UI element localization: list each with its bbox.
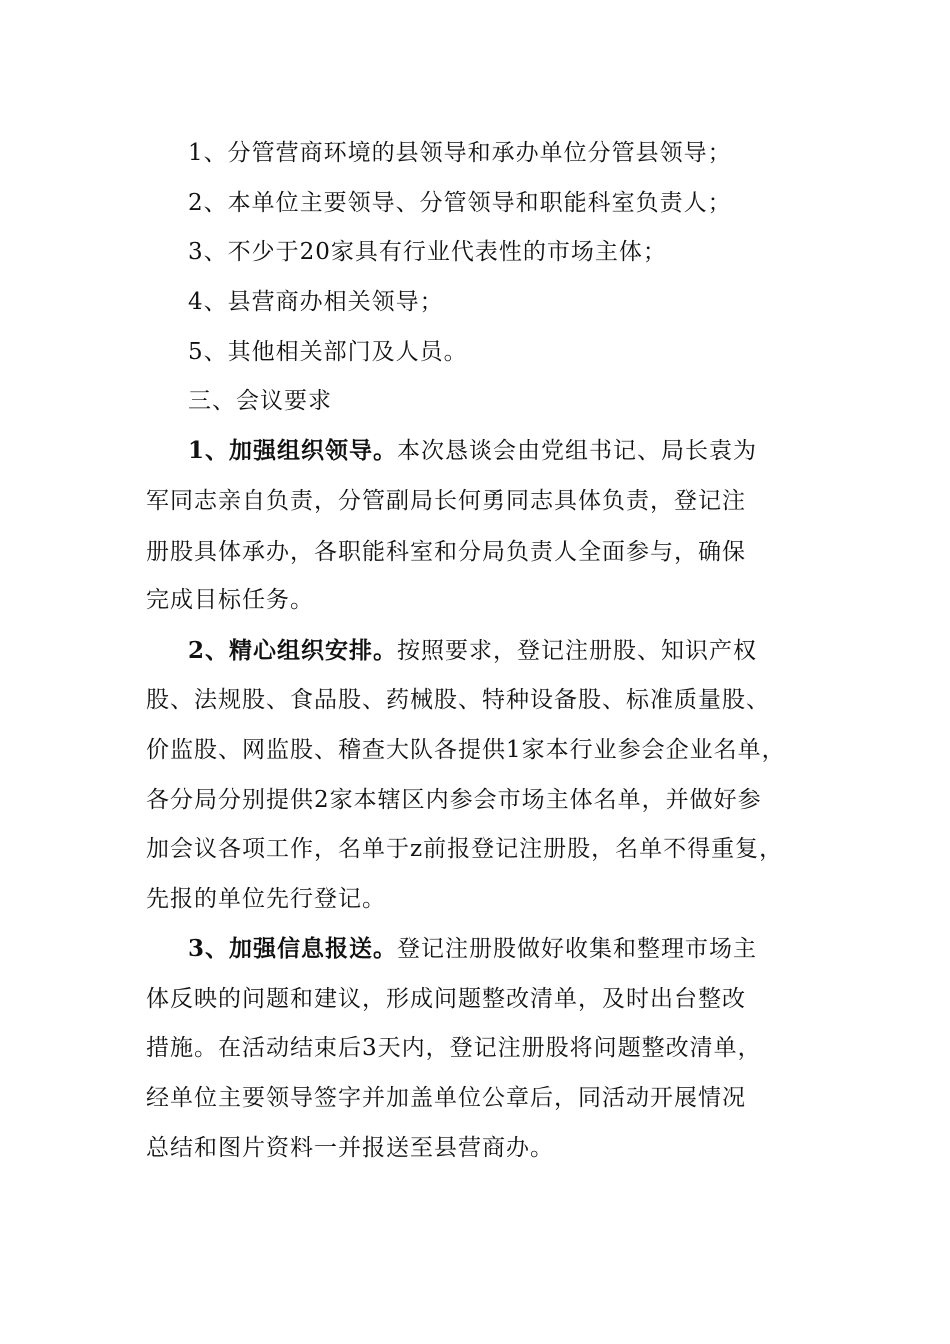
requirement-3-line: 总结和图片资料一并报送至县营商办。: [146, 1135, 554, 1161]
requirement-1-title: 1、加强组织领导。: [188, 437, 398, 464]
requirement-1-first-line: [188, 436, 757, 466]
attendee-item-1: 1、分管营商环境的县领导和承办单位分管县领导；: [188, 140, 732, 166]
requirement-3-text: 登记注册股做好收集和整理市场主: [397, 936, 758, 962]
requirement-2-title: 2、精心组织安排。: [188, 637, 398, 664]
attendee-item-4: 4、县营商办相关领导；: [188, 289, 444, 315]
requirement-3-title: 3、加强信息报送。: [188, 935, 398, 962]
requirement-1-line: 册股具体承办，各职能科室和分局负责人全面参与，确保: [146, 539, 746, 565]
requirement-3-line: 措施。在活动结束后3天内，登记注册股将问题整改清单，: [146, 1035, 762, 1061]
requirement-1-line: 完成目标任务。: [146, 587, 314, 613]
requirement-3-line: 经单位主要领导签字并加盖单位公章后，同活动开展情况: [146, 1085, 746, 1111]
requirement-3-line: 体反映的问题和建议，形成问题整改清单，及时出台整改: [146, 986, 746, 1012]
requirement-3-first-line: [188, 934, 757, 964]
attendee-item-5: 5、其他相关部门及人员。: [188, 339, 468, 365]
section-heading: 三、会议要求: [188, 388, 332, 414]
requirement-2-line: 加会议各项工作，名单于z前报登记注册股，名单不得重复，: [146, 836, 784, 862]
requirement-2-line: 各分局分别提供2家本辖区内参会市场主体名单，并做好参: [146, 787, 762, 813]
attendee-item-2: 2、本单位主要领导、分管领导和职能科室负责人；: [188, 190, 732, 216]
attendee-item-3: 3、不少于20家具有行业代表性的市场主体；: [188, 239, 667, 265]
requirement-1-line: 军同志亲自负责，分管副局长何勇同志具体负责，登记注: [146, 488, 746, 514]
requirement-2-text: 按照要求，登记注册股、知识产权: [397, 638, 758, 664]
requirement-2-line: 股、法规股、食品股、药械股、特种设备股、标准质量股、: [146, 687, 770, 713]
requirement-2-first-line: [188, 636, 757, 666]
requirement-2-line: 先报的单位先行登记。: [146, 886, 386, 912]
requirement-2-line: 价监股、网监股、稽查大队各提供1家本行业参会企业名单，: [146, 737, 786, 763]
requirement-1-text: 本次恳谈会由党组书记、局长袁为: [397, 438, 758, 464]
